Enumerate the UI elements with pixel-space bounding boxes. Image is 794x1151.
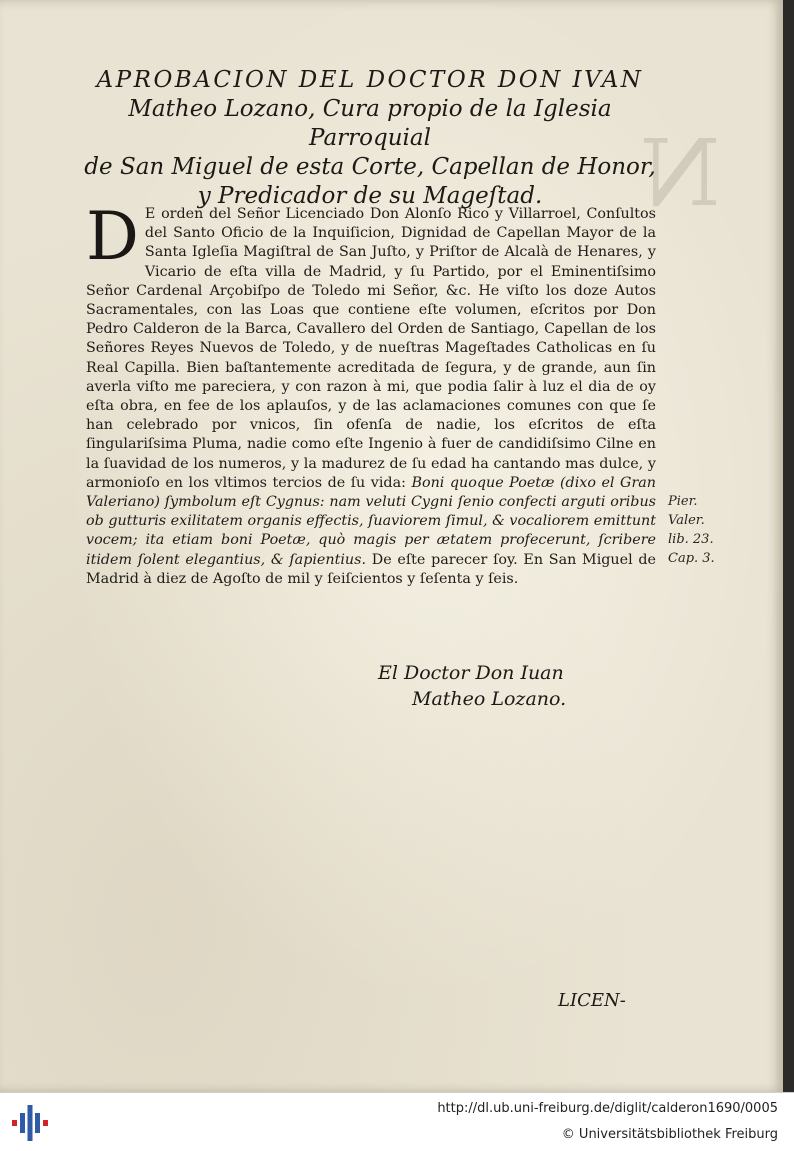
title-line-3: de San Miguel de esta Corte, Capellan de Honor, (84, 154, 656, 180)
title-line-4: y Predicador de su Mageſtad. (197, 183, 543, 209)
margin-note-line: Valer. (668, 513, 705, 528)
page-url[interactable]: http://dl.ub.uni-freiburg.de/diglit/calderon1690/0005 (437, 1101, 778, 1116)
bleed-through-initial: N (640, 120, 721, 227)
catchword: LICEN- (558, 990, 626, 1011)
signature (378, 660, 566, 712)
margin-note-line: Pier. (668, 494, 698, 509)
copyright-notice: © Universitätsbibliothek Freiburg (561, 1127, 778, 1142)
margin-note (668, 492, 738, 568)
drop-cap: D (86, 198, 139, 275)
signature-line-2: Matheo Lozano. (412, 688, 567, 710)
ub-freiburg-logo-icon (10, 1103, 50, 1143)
margin-note-line: Cap. 3. (668, 551, 715, 566)
latin-quotation: Boni quoque Poetæ (dixo el Gran Valeriano) ſymbolum eſt Cygnus: nam veluti Cygni ſenio confecti arguti oribus ob gutturis exilitatem organis effectis, ſuaviorem ſimul, & vocaliorem emittunt vocem; ita etiam boni Poetæ, quò magis per ætatem profecerunt, ſcribere itidem ſolent elegantius, & ſapientius. (86, 474, 657, 568)
approbation-title (80, 66, 660, 211)
viewer-footer (0, 1092, 794, 1151)
title-line-2: Matheo Lozano, Cura propio de la Iglesia Parroquial (128, 96, 612, 151)
body-text: E orden del Señor Licenciado Don Alonſo Rico y Villarroel, Conſultos del Santo Oficio de la Inquiſicion, Dignidad de Capellan Mayor de la Santa Igleſia Magiſtral de San Juſto, y Priſtor de Alcalà de Henares, y Vicario de eſta villa de Madrid, y ſu Partido, por el Eminentiſsimo Señor Cardenal Arçobiſpo de Toledo mi Señor, &c. He viſto los doze Autos Sacramentales, con las Loas que contiene eſte volumen, eſcritos por Don Pedro Calderon de la Barca, Cavallero del Orden de Santiago, Capellan de los Señores Reyes Nuevos de Toledo, y de nueſtras Mageſtades Catholicas en ſu Real Capilla. Bien baſtantemente acreditada de ſegura, y de grande, aun ſin averla viſto me pareciera, y con razon à mi, que podia ſalir à luz el dia de oy eſta obra, en fee de los aplauſos, y de las aclamaciones comunes con que ſe han celebrado por vnicos, ſin ofenſa de nadie, los eſcritos de eſta ſingulariſsima Pluma, nadie como eſte Ingenio à fuer de candidiſsimo Cilne en la ſuavidad de los numeros, y la madurez de ſu edad ha cantando mas dulce, y armonioſo en los vltimos tercios de ſu vida: (86, 206, 656, 491)
closing-text: De eſte parecer ſoy. En San Miguel de Madrid à diez de Agoſto de mil y ſeiſcientos y ſeſenta y ſeis. (86, 551, 657, 587)
margin-note-line: lib. 23. (668, 532, 714, 547)
approbation-body (86, 198, 657, 589)
title-line-1: APROBACION DEL DOCTOR DON IVAN (96, 67, 644, 93)
signature-line-1: El Doctor Don Iuan (378, 662, 564, 684)
